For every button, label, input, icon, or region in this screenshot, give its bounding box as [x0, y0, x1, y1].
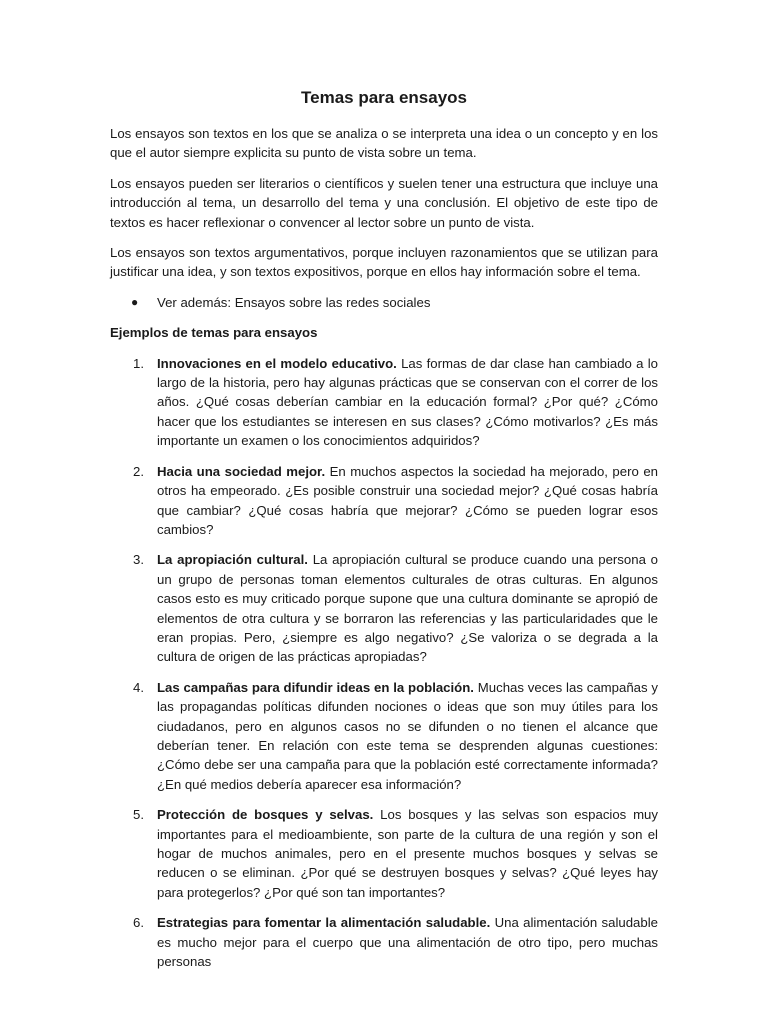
topic-body: Las formas de dar clase han cambiado a lo largo de la historia, pero hay algunas prácticas que se conservan con el correr de los años. ¿Qué cosas deberían cambiar en la educación formal? ¿Por qué? ¿Cómo hacer que los estudiantes se interesen en sus clases? ¿Cómo motivarlos? ¿Es más importante un examen o los conocimientos adquiridos? — [157, 355, 658, 449]
topic-item — [110, 805, 658, 902]
topic-item — [110, 678, 658, 794]
examples-heading: Ejemplos de temas para ensayos — [110, 325, 318, 341]
topic-body: Los bosques y las selvas son espacios muy importantes para el medioambiente, son parte de la cultura de una región y son el hogar de muchos animales, pero en el presente muchos bosques y selvas se reducen o se eliminan. ¿Por qué se destruyen bosques y selvas? ¿Qué leyes hay para protegerlos? ¿Por qué son tan importantes? — [157, 807, 658, 900]
topic-item — [110, 462, 658, 540]
topic-body: La apropiación cultural se produce cuando una persona o un grupo de personas toman elementos culturales de otras culturas. En algunos casos esto es muy criticado porque supone que una cultura dominante se apropió de elementos de otra cultura y se borraron las referencias y las particularidades que le eran propias. Pero, ¿siempre es algo negativo? ¿Se valoriza o se degrada a la cultura de origen de las prácticas apropiadas? — [157, 552, 658, 665]
topic-title: Hacia una sociedad mejor. — [157, 463, 326, 479]
topic-body: Una alimentación saludable es mucho mejor para el cuerpo que una alimentación de otro tipo, pero muchas personas — [157, 915, 658, 970]
see-also-item — [110, 293, 658, 312]
topic-title: Protección de bosques y selvas. — [157, 807, 374, 823]
topic-title: La apropiación cultural. — [157, 552, 308, 568]
topic-title: Las campañas para difundir ideas en la población. — [157, 679, 474, 695]
see-also-link[interactable]: Ver además: Ensayos sobre las redes sociales — [157, 294, 431, 310]
intro-paragraph-3: Los ensayos son textos argumentativos, porque incluyen razonamientos que se utilizan para justificar una idea, y son textos expositivos, porque en ellos hay información sobre el tema. — [110, 245, 658, 280]
bullet-icon: ● — [131, 294, 139, 309]
topic-body: En muchos aspectos la sociedad ha mejorado, pero en otros ha empeorado. ¿Es posible construir una sociedad mejor? ¿Qué cosas habría que cambiar? ¿Qué cosas habría que mejorar? ¿Cómo se pueden lograr esos cambios? — [157, 463, 658, 537]
topic-number: 1. — [133, 355, 144, 371]
topic-number: 2. — [133, 463, 144, 479]
topic-item — [110, 354, 658, 451]
topics-list — [110, 354, 658, 972]
topic-title: Innovaciones en el modelo educativo. — [157, 355, 397, 371]
document-content — [110, 86, 658, 982]
page-title: Temas para ensayos — [301, 88, 467, 107]
topic-item — [110, 913, 658, 971]
topic-item — [110, 550, 658, 666]
topic-number: 4. — [133, 679, 144, 695]
see-also-list — [110, 293, 658, 312]
topic-number: 5. — [133, 807, 144, 823]
topic-number: 6. — [133, 915, 144, 931]
topic-number: 3. — [133, 552, 144, 568]
intro-paragraph-1: Los ensayos son textos en los que se analiza o se interpreta una idea o un concepto y en los que el autor siempre explicita su punto de vista sobre un tema. — [110, 126, 658, 161]
topic-title: Estrategias para fomentar la alimentación saludable. — [157, 915, 491, 931]
intro-paragraph-2: Los ensayos pueden ser literarios o científicos y suelen tener una estructura que incluye una introducción al tema, un desarrollo del tema y una conclusión. El objetivo de este tipo de textos es hacer reflexionar o convencer al lector sobre un punto de vista. — [110, 175, 658, 230]
topic-body: Muchas veces las campañas y las propagandas políticas difunden nociones o ideas que son muy útiles para los ciudadanos, pero en algunos casos no se difunden o no tienen el alcance que deberían tener. En relación con este tema se desprenden algunas cuestiones: ¿Cómo debe ser una campaña para que la población esté correctamente informada? ¿En qué medios debería aparecer esa información? — [157, 679, 658, 792]
